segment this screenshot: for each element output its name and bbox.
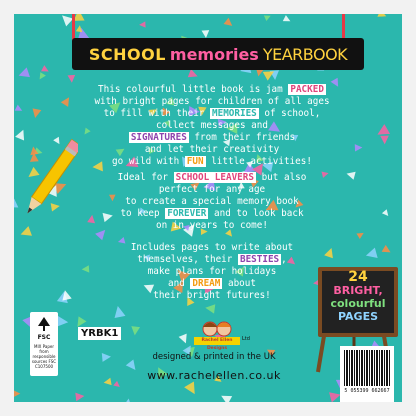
- highlight-besties: BESTIES: [239, 254, 280, 265]
- highlight-memories: MEMORIES: [212, 108, 257, 119]
- website-url: www.rachelellen.co.uk: [147, 369, 281, 382]
- confetti-triangle: [364, 248, 377, 261]
- logo-ltd: Ltd: [242, 336, 250, 342]
- p2-text-7: on in years to come!: [156, 220, 268, 231]
- logo-name: Rachel Ellen Designs: [194, 337, 240, 345]
- p1-text-8: go wild with: [112, 156, 185, 167]
- board-word-pages: PAGES: [337, 310, 379, 323]
- confetti-triangle: [41, 65, 50, 74]
- p1-text-9: little activities!: [205, 156, 312, 167]
- confetti-triangle: [224, 18, 235, 29]
- product-code: YRBK1: [78, 327, 121, 340]
- tree-icon: [36, 316, 52, 332]
- confetti-triangle: [377, 14, 387, 20]
- pencil-icon: [18, 134, 78, 234]
- confetti-triangle: [205, 303, 216, 314]
- p3-text-7: their bright futures!: [153, 290, 271, 301]
- barcode-number: 5 055399 662667: [344, 388, 390, 394]
- book-back-cover: [14, 14, 402, 402]
- p2-text-5: to keep: [120, 208, 166, 219]
- confetti-triangle: [382, 245, 393, 256]
- title-yearbook: YEARBOOK: [262, 44, 348, 64]
- p1-text-7: and let their creativity: [144, 144, 280, 155]
- confetti-triangle: [219, 391, 232, 402]
- confetti-triangle: [130, 326, 140, 336]
- confetti-triangle: [68, 75, 76, 83]
- confetti-triangle: [75, 392, 85, 402]
- fsc-logo: [30, 312, 58, 376]
- p2-text-4: to create a special memory book: [125, 196, 299, 207]
- two-kids-icon: [194, 320, 240, 338]
- printed-in-uk: designed & printed in the UK: [152, 352, 276, 362]
- p1-text-2: with bright pages for children of all ages: [94, 96, 330, 107]
- p2-text-3: perfect for any age: [158, 184, 266, 195]
- confetti-triangle: [56, 316, 68, 328]
- barcode-bars: [344, 350, 390, 386]
- title-school: SCHOOL: [88, 44, 166, 64]
- confetti-triangle: [188, 69, 200, 81]
- confetti-triangle: [184, 381, 199, 396]
- confetti-triangle: [102, 352, 112, 362]
- highlight-dream: DREAM: [192, 278, 221, 289]
- board-word-colourful: colourful: [330, 297, 386, 310]
- fsc-label: FSC: [37, 334, 51, 341]
- chalkboard-24-pages: [318, 267, 398, 337]
- confetti-triangle: [31, 108, 42, 119]
- confetti-triangle: [61, 95, 73, 107]
- confetti-triangle: [179, 334, 190, 345]
- rachel-ellen-logo: [194, 320, 250, 351]
- p2-text-1: Ideal for: [117, 172, 174, 183]
- p3-text-6: about: [222, 278, 256, 289]
- highlight-packed: PACKED: [290, 84, 324, 95]
- fsc-subtext: MIX Paper from responsible sources FSC C107500: [31, 344, 57, 369]
- p1-text-6: from their friends: [188, 132, 296, 143]
- highlight-forever: FOREVER: [167, 208, 207, 219]
- p3-text-5: and: [168, 278, 191, 289]
- barcode: [340, 346, 394, 402]
- confetti-triangle: [14, 389, 20, 399]
- confetti-triangle: [139, 21, 146, 28]
- highlight-signatures: SIGNATURES: [130, 132, 187, 143]
- intro-paragraph: [76, 84, 348, 168]
- includes-paragraph: [76, 242, 348, 302]
- p1-text-1: This colourful little book is jam: [98, 84, 289, 95]
- p1-text-3: to fill with their: [103, 108, 210, 119]
- title-memories: memories: [169, 44, 259, 64]
- title-banner: [72, 38, 364, 70]
- confetti-triangle: [15, 105, 24, 114]
- highlight-school-leavers: SCHOOL LEAVERS: [175, 172, 254, 183]
- confetti-triangle: [37, 72, 46, 81]
- confetti-triangle: [17, 67, 30, 80]
- confetti-triangle: [355, 144, 363, 152]
- p2-text-6: and to look back: [208, 208, 304, 219]
- confetti-triangle: [380, 136, 389, 145]
- p3-text-4: make plans for holidays: [147, 266, 277, 277]
- p1-text-5: collect messages and: [156, 120, 268, 131]
- confetti-triangle: [125, 398, 132, 402]
- confetti-triangle: [283, 15, 292, 24]
- confetti-triangle: [112, 305, 125, 318]
- p3-text-2: themselves, their: [137, 254, 238, 265]
- confetti-triangle: [264, 14, 272, 21]
- ideal-paragraph: [76, 172, 348, 232]
- confetti-triangle: [382, 209, 391, 218]
- p2-text-2: but also: [255, 172, 307, 183]
- p3-text-3: ,: [281, 254, 287, 265]
- confetti-triangle: [356, 230, 365, 239]
- board-number: 24: [348, 269, 368, 285]
- p3-text-1: Includes pages to write about: [130, 242, 294, 253]
- confetti-triangle: [113, 381, 122, 390]
- highlight-fun: FUN: [186, 156, 204, 167]
- p1-text-4: of school,: [258, 108, 321, 119]
- board-word-bright: BRIGHT,: [333, 284, 383, 297]
